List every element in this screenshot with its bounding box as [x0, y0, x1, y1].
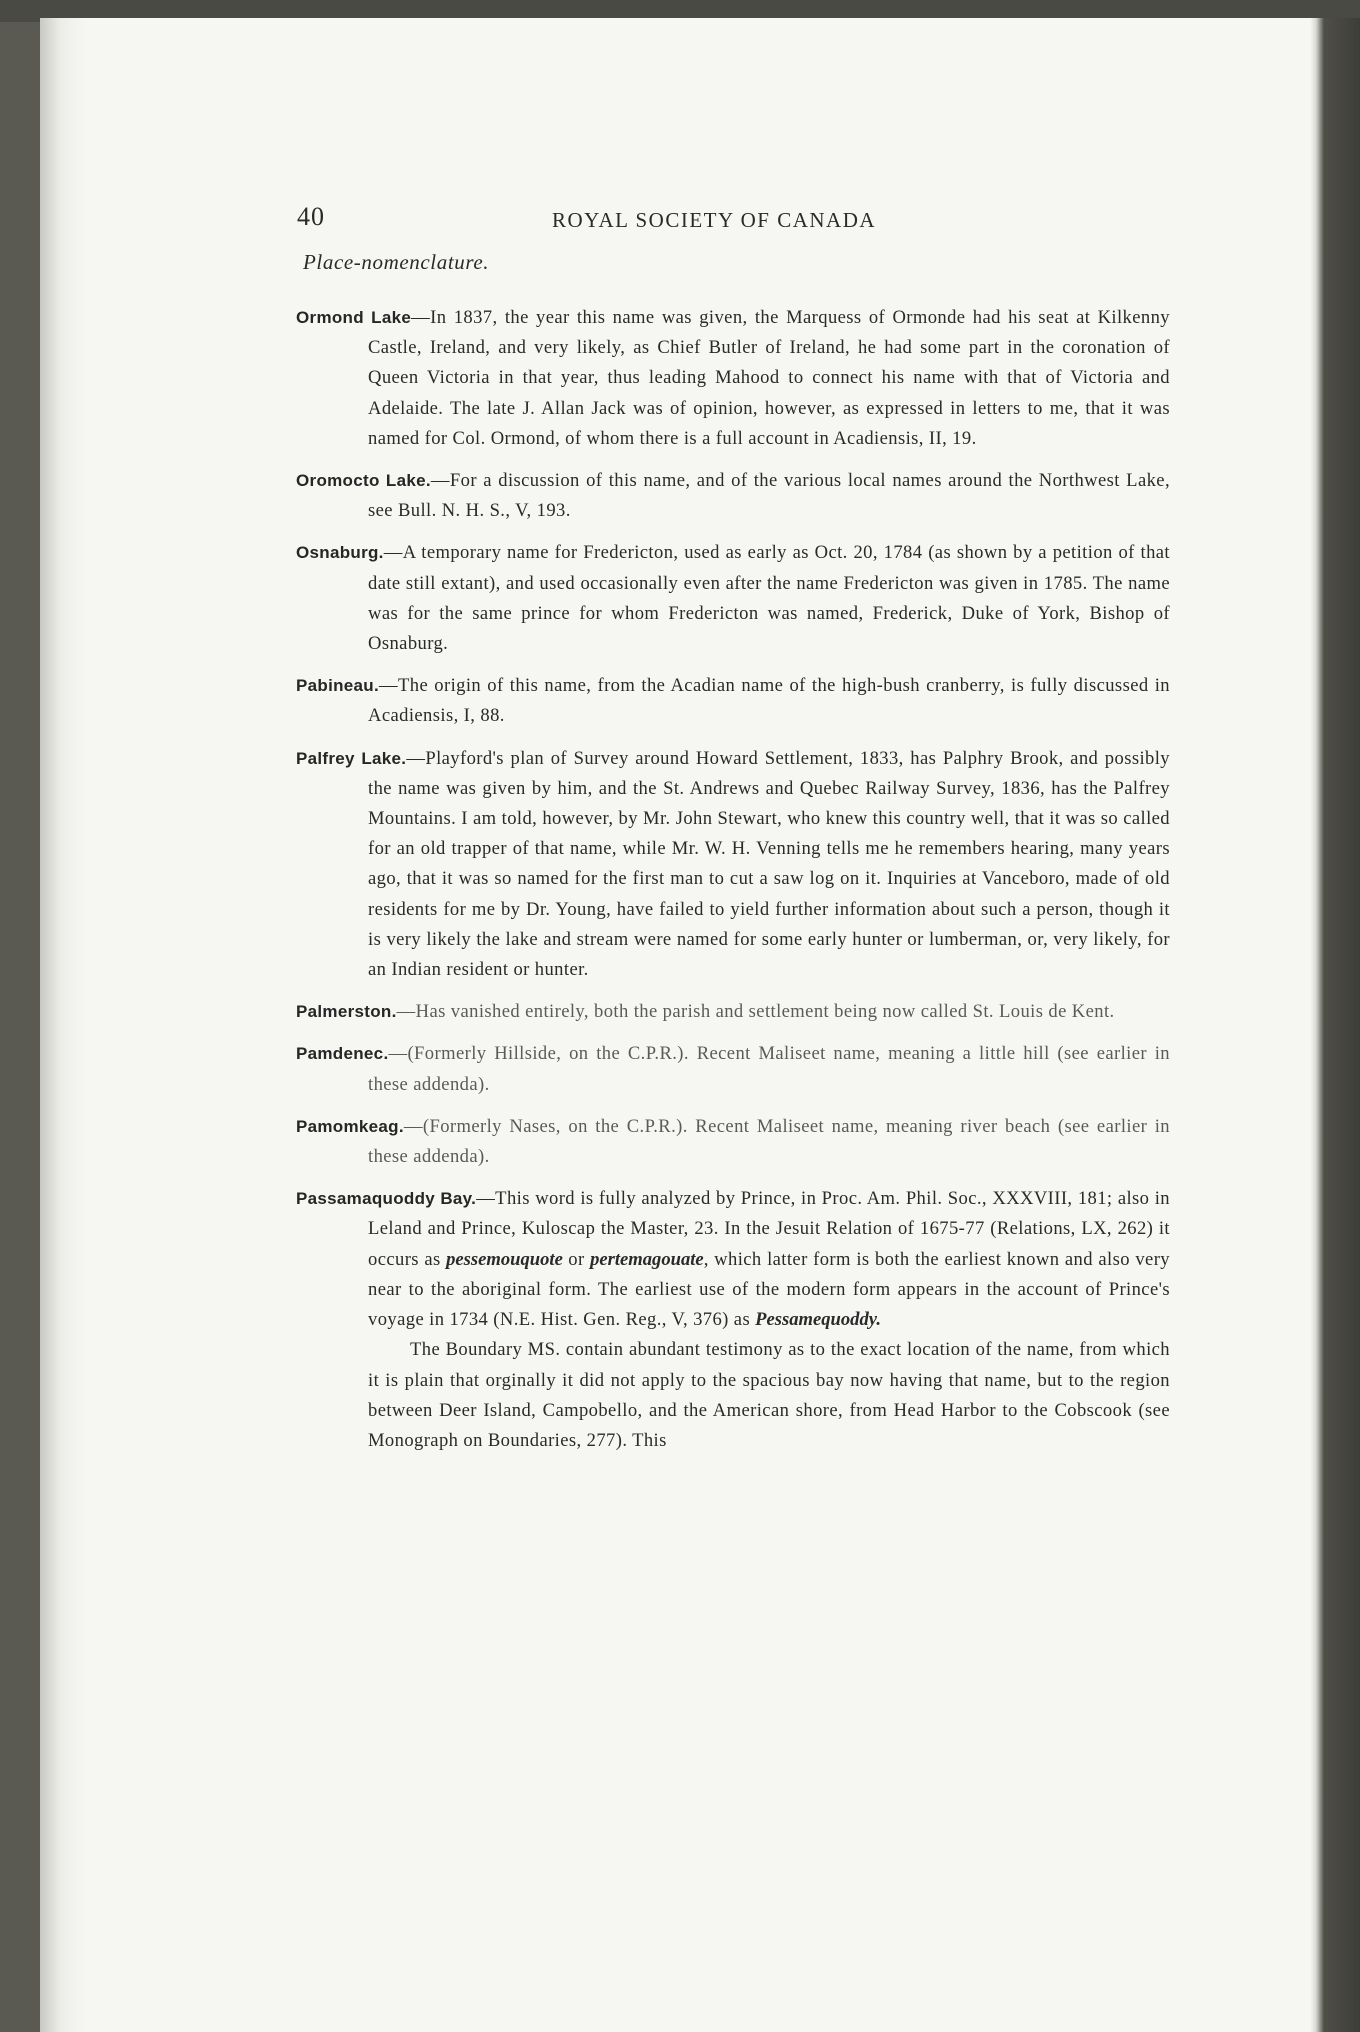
running-header: [297, 202, 1197, 238]
entries-column: [296, 303, 1170, 1456]
historic-form: Pessamequoddy.: [755, 1309, 881, 1331]
entry-text: —(Formerly Hillside, on the C.P.R.). Recent Maliseet name, meaning a little hill (see earlier in these addenda).: [368, 1043, 1170, 1095]
entry-text: —This word is fully analyzed by Prince, in Proc. Am. Phil. Soc., XXXVIII, 181; also in Leland and Prince, Kuloscap the Master, 23. In the Jesuit Relation of 1675-77 (Relations, LX, 262) it occurs as: [368, 1188, 1170, 1270]
entry-palmerston: [296, 997, 1170, 1027]
entry-text: —Has vanished entirely, both the parish and settlement being now called St. Louis de Kent.: [396, 1001, 1115, 1023]
entry-palfrey-lake: [296, 744, 1170, 986]
entry-pabineau: [296, 671, 1170, 731]
entry-text: or: [562, 1248, 591, 1270]
entry-pamdenec: [296, 1039, 1170, 1099]
entry-ormond-lake: [296, 303, 1170, 454]
page-edge-shadow: [1310, 18, 1360, 2032]
entry-text: —For a discussion of this name, and of the various local names around the Northwest Lake, see Bull. N. H. S., V, 193.: [368, 470, 1170, 522]
entry-text: —In 1837, the year this name was given, the Marquess of Ormonde had his seat at Kilkenny Castle, Ireland, and very likely, as Chief Butler of Ireland, he had some part in the coronation of Queen Victoria in that year, thus leading Mahood to connect his name with that of Victoria and Adelaide. The late J. Allan Jack was of opinion, however, as expressed in letters to me, that it was named for Col. Ormond, of whom there is a full account in Acadiensis, II, 19.: [368, 307, 1170, 449]
entry-text: —Playford's plan of Survey around Howard Settlement, 1833, has Palphry Brook, and possibly the name was given by him, and the St. Andrews and Quebec Railway Survey, 1836, has the Palfrey Mountains. I am told, however, by Mr. John Stewart, who knew this country well, that it was so called for an old trapper of that name, while Mr. W. H. Venning tells me he remembers hearing, many years ago, that it was so named for the first man to cut a saw log on it. Inquiries at Vanceboro, made of old residents for me by Dr. Young, have failed to yield further information about such a person, though it is very likely the lake and stream were named for some early hunter or lumberman, or, very likely, for an Indian resident or hunter.: [368, 747, 1170, 981]
entry-text: —The origin of this name, from the Acadian name of the high-bush cranberry, is fully discussed in Acadiensis, I, 88.: [368, 675, 1170, 727]
page-gutter-shadow: [40, 18, 88, 2032]
entry-head: Pabineau.: [296, 676, 380, 696]
running-title: ROYAL SOCIETY OF CANADA: [552, 208, 877, 232]
entry-head: Pamomkeag.: [296, 1116, 404, 1136]
entry-head: Passamaquoddy Bay.: [296, 1189, 477, 1209]
entry-head: Osnaburg.: [296, 543, 384, 563]
historic-form: pessemouquote: [446, 1248, 563, 1270]
entry-head: Oromocto Lake.: [296, 471, 431, 491]
passamaquoddy-paragraph-2: The Boundary MS. contain abundant testimony as to the exact location of the name, from which it is plain that orginally it did not apply to the spacious bay now having that name, but to the region between Deer Island, Campobello, and the American shore, from Head Harbor to the Cobscook (see Monograph on Boundaries, 277). This: [368, 1339, 1170, 1451]
entry-osnaburg: [296, 538, 1170, 659]
entry-pamomkeag: [296, 1112, 1170, 1172]
section-title: Place-nomenclature.: [303, 250, 490, 274]
entry-text: —A temporary name for Fredericton, used as early as Oct. 20, 1784 (as shown by a petition of that date still extant), and used occasionally even after the name Fredericton was given in 1785. The name was for the same prince for whom Fredericton was named, Frederick, Duke of York, Bishop of Osnaburg.: [368, 542, 1170, 655]
historic-form: pertemagouate: [590, 1248, 704, 1270]
entry-text: , which latter form is both the earliest known and also very near to the aboriginal form. The earliest use of the modern form appears in the account of Prince's voyage in 1734 (N.E. Hist. Gen. Reg., V, 376) as: [368, 1248, 1170, 1331]
entry-text: —(Formerly Nases, on the C.P.R.). Recent Maliseet name, meaning river beach (see earlier in these addenda).: [368, 1115, 1170, 1168]
entry-head: Pamdenec.: [296, 1044, 389, 1064]
entry-head: Palfrey Lake.: [296, 748, 407, 768]
entry-passamaquoddy-bay: [296, 1184, 1170, 1335]
entry-head: Ormond Lake: [296, 308, 412, 327]
entry-head: Palmerston.: [296, 1002, 397, 1022]
page-number: 40: [297, 202, 325, 231]
entry-oromocto-lake: [296, 466, 1170, 526]
